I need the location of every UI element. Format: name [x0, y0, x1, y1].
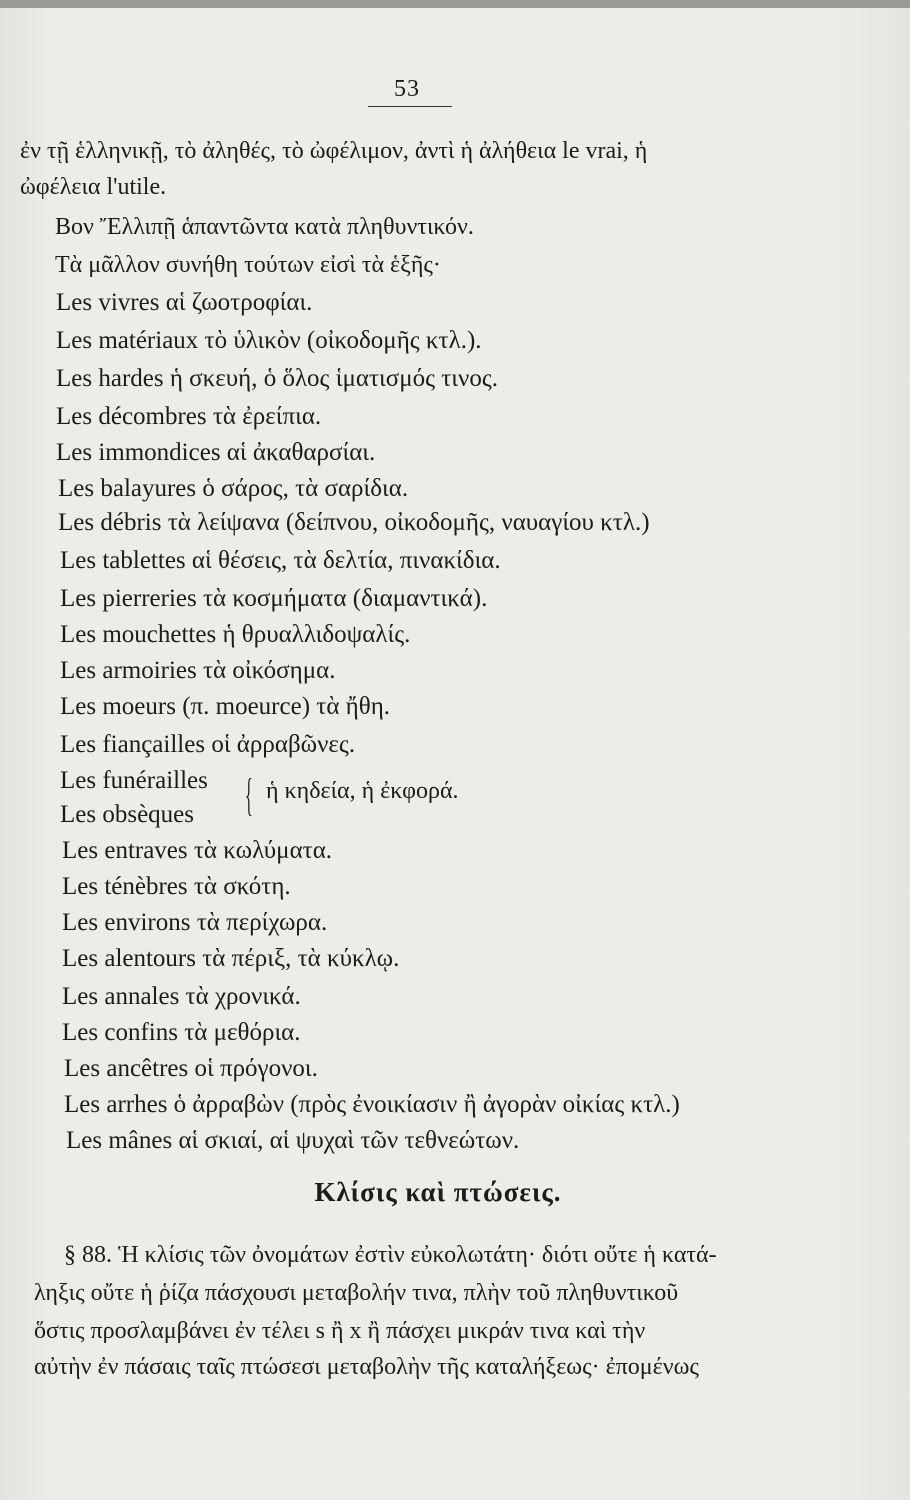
list-item: Les fiançailles οἱ ἀρραβῶνες.: [60, 731, 356, 758]
list-item: Les pierreries τὰ κοσμήματα (διαμαντικά).: [60, 585, 488, 612]
page-number: 53: [394, 76, 420, 102]
list-item: Les décombres τὰ ἐρείπια.: [56, 403, 322, 430]
list-item: Les balayures ὁ σάρος, τὰ σαρίδια.: [58, 475, 409, 502]
paragraph-line: ὅστις προσλαμβάνει ἐν τέλει s ἢ x ἢ πάσχει μικράν τινα καὶ τὴν: [34, 1318, 646, 1344]
text-line: ὠφέλεια l'utile.: [20, 174, 167, 200]
text-line: ἐν τῇ ἑλληνικῇ, τὸ ἀληθές, τὸ ὠφέλιμον, ἀντὶ ἡ ἀλήθεια le vrai, ἡ: [20, 138, 648, 164]
list-item: Les moeurs (π. moeurce) τὰ ἤθη.: [60, 693, 391, 720]
list-item: Les hardes ἡ σκευή, ὁ ὅλος ἱματισμός τινος.: [56, 365, 498, 392]
page-number-rule: [368, 106, 452, 107]
list-item: Les funérailles: [60, 767, 208, 794]
list-item: Les immondices αἱ ἀκαθαρσίαι.: [56, 439, 376, 466]
list-item: Les débris τὰ λείψανα (δείπνου, οἰκοδομῆς, ναυαγίου κτλ.): [58, 509, 650, 536]
paragraph-line: ληξις οὔτε ἡ ῥίζα πάσχουσι μεταβολήν τινα, πλὴν τοῦ πληθυντικοῦ: [34, 1280, 679, 1306]
list-item: Les vivres αἱ ζωοτροφίαι.: [56, 289, 313, 316]
text-line: Τὰ μᾶλλον συνήθη τούτων εἰσὶ τὰ ἑξῆς·: [55, 252, 441, 278]
list-item: Les matériaux τὸ ὑλικὸν (οἰκοδομῆς κτλ.).: [56, 327, 482, 354]
list-item: Les annales τὰ χρονικά.: [62, 983, 301, 1010]
list-item: Les mouchettes ἡ θρυαλλιδοψαλίς.: [60, 621, 411, 648]
paragraph-line: § 88. Ἡ κλίσις τῶν ὀνομάτων ἐστὶν εὐκολωτάτη· διότι οὔτε ἡ κατά-: [64, 1242, 717, 1268]
list-item: Les ancêtres οἱ πρόγονοι.: [64, 1055, 318, 1082]
list-item: Les alentours τὰ πέριξ, τὰ κύκλῳ.: [62, 945, 400, 972]
text-line: Βον Ἔλλιπῇ ἁπαντῶντα κατὰ πληθυντικόν.: [55, 214, 474, 240]
list-item: Les armoiries τὰ οἰκόσημα.: [60, 657, 336, 684]
list-item: Les arrhes ὁ ἀρραβὼν (πρὸς ἐνοικίασιν ἢ ἀγορὰν οἰκίας κτλ.): [64, 1091, 680, 1118]
list-item: Les obsèques: [60, 801, 194, 828]
brace-translation: ἡ κηδεία, ἡ ἐκφορά.: [266, 778, 459, 804]
scan-top-edge: [0, 0, 910, 8]
section-heading: Κλίσις καὶ πτώσεις.: [314, 1177, 562, 1207]
list-item: Les environs τὰ περίχωρα.: [62, 909, 328, 936]
list-item: Les entraves τὰ κωλύματα.: [62, 837, 333, 864]
list-item: Les ténèbres τὰ σκότη.: [62, 873, 291, 900]
list-item: Les mânes αἱ σκιαί, αἱ ψυχαὶ τῶν τεθνεώτων.: [66, 1127, 520, 1154]
paragraph-line: αὐτὴν ἐν πάσαις ταῖς πτώσεσι μεταβολὴν τῆς καταλήξεως· ἐπομένως: [34, 1354, 699, 1380]
list-item: Les tablettes αἱ θέσεις, τὰ δελτία, πινακίδια.: [60, 547, 501, 574]
brace: {: [245, 769, 253, 820]
list-item: Les confins τὰ μεθόρια.: [62, 1019, 301, 1046]
